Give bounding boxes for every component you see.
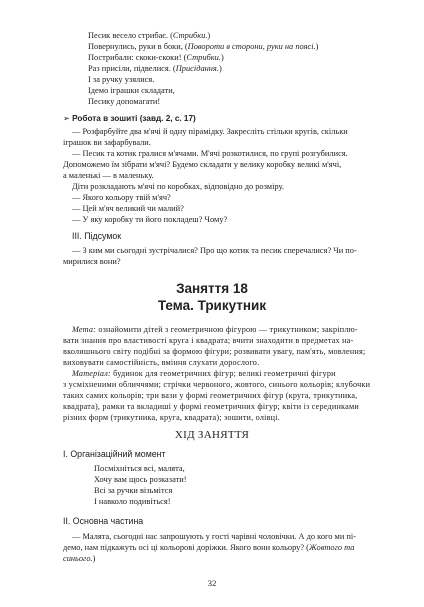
poem-line: Песику допомагати! [88, 97, 161, 106]
main-heading: ІІ. Основна частина [63, 516, 144, 526]
poem-line: І навколо подивіться! [94, 497, 171, 506]
paragraph-text: ) [92, 554, 96, 563]
paragraph-line [63, 553, 95, 564]
paragraph-line [63, 542, 354, 553]
goal-text: ознайомити дітей з геометричною фігурою — трикутником; закріплю- [96, 325, 358, 334]
poem-text: ) [220, 53, 224, 62]
poem-text: ) [315, 42, 319, 51]
poem-line [88, 41, 318, 52]
materials-line: з усміхненими обличчями; стрічки червоного, жовтого, синього кольорів; клубочки [63, 380, 371, 389]
poem-action: Стрибки. [186, 53, 221, 62]
paragraph-line: Допоможемо їм зібрати м'ячі? Будемо складати у велику коробку великі м'ячі, [63, 160, 342, 169]
poem-text: Пострибали: скоки-скоки! ( [88, 53, 187, 62]
paragraph-line: — Песик та котик гралися м'ячами. М'ячі розкотилися, по групі розгубилися. [72, 149, 348, 158]
paragraph-line: — Розфарбуйте два м'ячі й одну пірамідку. Закресліть стільки кругів, скільки [72, 127, 348, 136]
poem-text: Песик весело стрибає. ( [88, 31, 173, 40]
lesson-number: Заняття 18 [176, 281, 248, 296]
paragraph-line: а маленькі — в маленьку. [63, 171, 154, 180]
bullet-icon: ➢ [63, 114, 70, 123]
paragraph-italic: синього. [63, 554, 93, 563]
materials-line [72, 368, 336, 379]
materials-label: Матеріал: [72, 369, 111, 378]
paragraph-line: мирилися вони? [63, 257, 121, 266]
poem-text: ) [218, 64, 222, 73]
materials-line: таких самих кольорів; три вази у формі геометричних фігур (круга, трикутника, [63, 391, 358, 400]
poem-line: Ідемо іграшки складати, [88, 86, 175, 95]
poem-line: І за ручку узялися. [88, 75, 155, 84]
paragraph-line: — Цей м'яч великий чи малий? [72, 204, 184, 213]
paragraph-italic: Жовтого та [308, 543, 355, 552]
poem-text: ) [207, 31, 211, 40]
workbook-heading-text: Робота в зошиті (завд. 2, с. 17) [72, 114, 196, 123]
goal-line: вколишнього світу подібні за формою фігури; розвивати увагу, пам'ять, мовлення; [63, 347, 366, 356]
summary-heading: ІІІ. Підсумок [72, 231, 122, 241]
materials-line: квадрата), рамки та вкладиші у формі геометричних фігур; квіти із серединками [63, 402, 359, 411]
course-heading: ХІД ЗАНЯТТЯ [174, 429, 250, 441]
goal-line: виховувати самостійність, вміння слухати дорослого. [63, 358, 260, 367]
poem-action: Повороти в сторони, руки на поясі. [187, 42, 316, 51]
page-number: 32 [207, 578, 217, 588]
paragraph-line: — Якого кольору твій м'яч? [72, 193, 171, 202]
materials-text: будинок для геометричних фігур; великі геометричні фігури [110, 369, 336, 378]
materials-line: різних форм (трикутника, круга, квадрата); зошити, олівці. [63, 413, 280, 422]
poem-line [88, 52, 224, 63]
paragraph-line: — Малята, сьогодні нас запрошують у гості чарівні чоловічки. А до кого ми пі- [72, 532, 356, 541]
poem-line [88, 30, 210, 41]
poem-text: Раз присіли, підвелися. ( [88, 64, 176, 73]
org-heading: І. Організаційний момент [63, 449, 166, 459]
poem-action: Присідання. [175, 64, 219, 73]
goal-line [72, 324, 358, 335]
poem-action: Стрибки. [172, 31, 208, 40]
paragraph-text: демо, нам підкажуть осі ці кольорові доріжки. Якого вони кольору? ( [63, 543, 309, 552]
poem-line: Всі за ручки візьмітся [94, 486, 173, 495]
paragraph-line: Діти розкладають м'ячі по коробках, відповідно до розміру. [72, 182, 284, 191]
poem-line [88, 63, 222, 74]
goal-label: Мета: [72, 325, 97, 334]
lesson-topic: Тема. Трикутник [157, 298, 267, 313]
poem-line: Хочу вам щось розказати! [94, 475, 187, 484]
poem-text: Повернулись, руки в боки, ( [88, 42, 188, 51]
goal-line: вати знання про властивості круга і квадрата; вчити знаходити в предметах на- [63, 336, 354, 345]
workbook-heading [63, 113, 196, 124]
paragraph-line: іграшок ви зафарбували. [63, 138, 151, 147]
paragraph-line: — У яку коробку ти його покладеш? Чому? [72, 215, 228, 224]
poem-line: Посміхніться всі, малята, [94, 464, 185, 473]
paragraph-line: — З ким ми сьогодні зустрічалися? Про що котик та песик сперечалися? Чи по- [72, 246, 357, 255]
